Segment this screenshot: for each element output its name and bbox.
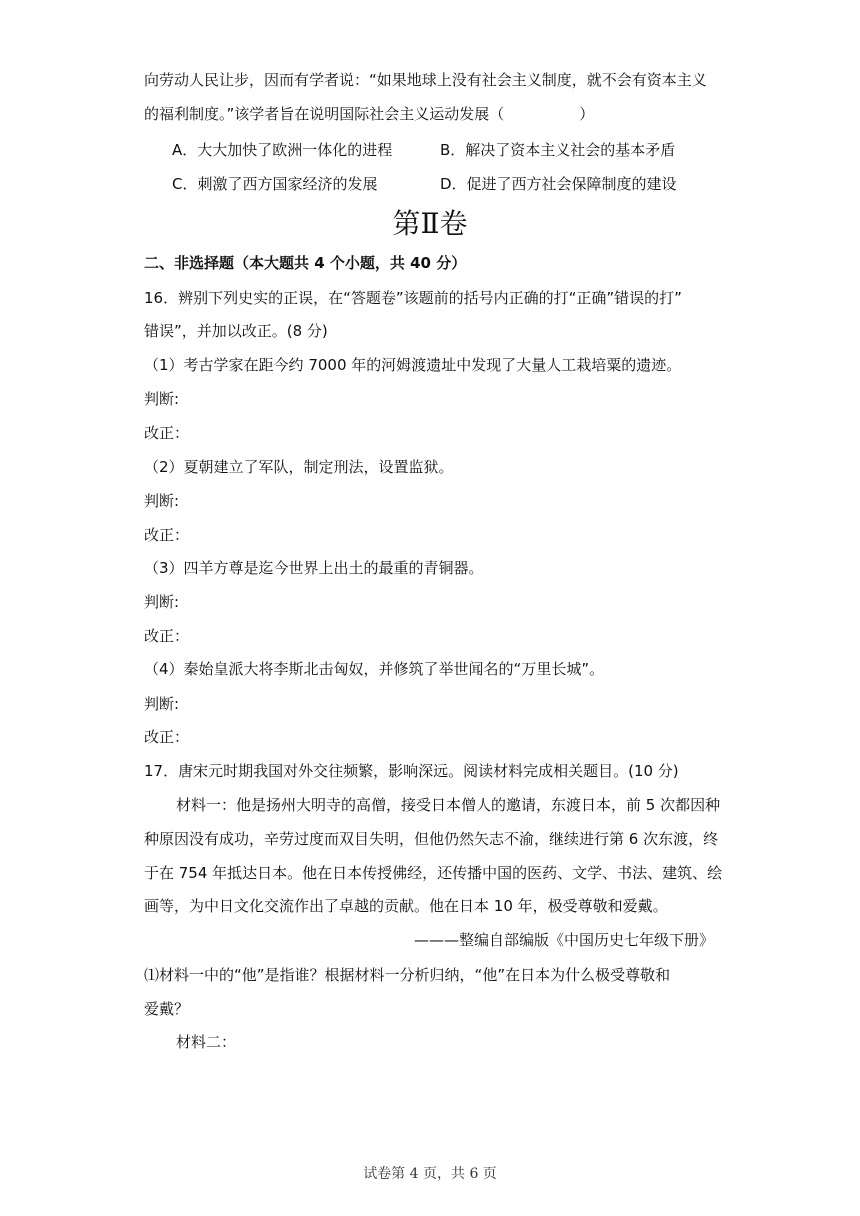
q16-stem-line-1: 16．辨别下列史实的正误，在“答题卷”该题前的括号内正确的打“正确”错误的打” [144,289,682,307]
q17-material-1-line-4: 画等，为中日文化交流作出了卓越的贡献。他在日本 10 年，极受尊敬和爱戴。 [144,897,668,915]
q15-option-d: D．促进了西方社会保障制度的建设 [440,175,677,193]
q16-item-1-judge: 判断: [144,390,180,408]
part-ii-title: 第Ⅱ卷 [392,207,468,240]
q16-item-4-judge: 判断: [144,695,180,713]
q17-material-1-line-1: 材料一：他是扬州大明寺的高僧，接受日本僧人的邀请，东渡日本，前 5 次都因种 [176,796,721,814]
q16-item-4: （4）秦始皇派大将李斯北击匈奴，并修筑了举世闻名的“万里长城”。 [144,660,605,678]
q16-item-3: （3）四羊方尊是迄今世界上出土的最重的青铜器。 [144,559,484,577]
q16-item-2-correction: 改正： [144,526,190,544]
q17-sub-1-line-2: 爱戴？ [144,1000,190,1018]
q16-stem-line-2: 错误”，并加以改正。(8 分) [144,322,328,340]
page-footer: 试卷第 4 页，共 6 页 [363,1166,497,1182]
q16-item-2-judge: 判断: [144,492,180,510]
q17-material-2-label: 材料二： [176,1033,237,1051]
section-heading: 二、非选择题（本大题共 4 个小题，共 40 分） [144,254,467,272]
q16-item-3-correction: 改正： [144,627,190,645]
q15-option-b: B．解决了资本主义社会的基本矛盾 [440,141,676,159]
q16-item-2: （2）夏朝建立了军队，制定刑法，设置监狱。 [144,458,454,476]
q15-line-2: 的福利制度。”该学者旨在说明国际社会主义运动发展（ ） [144,105,595,123]
q15-option-a: A．大大加快了欧洲一体化的进程 [172,141,393,159]
q17-material-1-line-2: 种原因没有成功，辛劳过度而双目失明，但他仍然矢志不渝，继续进行第 6 次东渡，终 [144,830,719,848]
q16-item-3-judge: 判断: [144,593,180,611]
q17-sub-1-line-1: ⑴材料一中的“他”是指谁？根据材料一分析归纳，“他”在日本为什么极受尊敬和 [144,966,671,984]
q16-item-4-correction: 改正： [144,728,190,746]
q17-material-1-source: ———整编自部编版《中国历史七年级下册》 [413,931,714,949]
q15-line-1: 向劳动人民让步，因而有学者说：“如果地球上没有社会主义制度，就不会有资本主义 [144,71,707,89]
q16-item-1: （1）考古学家在距今约 7000 年的河姆渡遗址中发现了大量人工栽培粟的遗迹。 [144,356,682,374]
q16-item-1-correction: 改正： [144,424,190,442]
q17-stem: 17．唐宋元时期我国对外交往频繁，影响深远。阅读材料完成相关题目。(10 分) [144,762,679,780]
q15-option-c: C．刺激了西方国家经济的发展 [172,175,378,193]
q17-material-1-line-3: 于在 754 年抵达日本。他在日本传授佛经，还传播中国的医药、文学、书法、建筑、绘 [144,864,723,882]
